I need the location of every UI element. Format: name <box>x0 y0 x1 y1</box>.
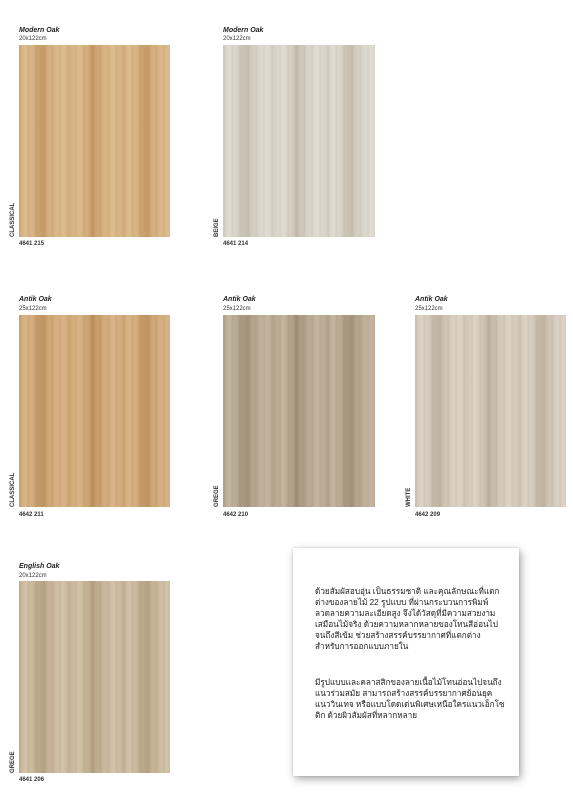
sample-name: Modern Oak <box>223 27 264 34</box>
sample-name: English Oak <box>19 563 60 570</box>
product-code: 4641 215 <box>19 241 45 247</box>
sample-size: 25x122cm <box>415 306 443 312</box>
sample-name: Modern Oak <box>19 27 60 34</box>
description-paragraph-2: มีรูปแบบและคลาสสิกของลายเนื้อไม้โทนอ่อนไปจนถึงแนวร่วมสมัย สามารถสร้างสรรค์บรรยากาศย้อนยุคแนววินเทจ หรือแบบโดดเด่นพิเศษเหนือใครแนวเอ็กโซติก ด้วยผิวสัมผัสที่หลากหลาย <box>315 678 505 720</box>
sample-size: 20x122cm <box>19 573 47 579</box>
sample-size: 25x122cm <box>19 306 47 312</box>
product-code: 4642 209 <box>415 512 441 518</box>
tone-label: CLASSICAL <box>10 472 16 507</box>
sample-size: 20x122cm <box>19 36 47 42</box>
tone-label: GREGE <box>214 485 220 507</box>
tone-label: CLASSICAL <box>10 202 16 237</box>
wood-swatch <box>223 45 375 237</box>
product-code: 4642 210 <box>223 512 249 518</box>
sample-name: Antik Oak <box>415 296 448 303</box>
tone-label: WHITE <box>406 487 412 507</box>
product-code: 4641 206 <box>19 777 45 783</box>
wood-swatch <box>415 315 566 507</box>
description-box <box>293 548 519 776</box>
sample-name: Antik Oak <box>223 296 256 303</box>
product-code: 4641 214 <box>223 241 249 247</box>
sample-size: 25x122cm <box>223 306 251 312</box>
wood-swatch <box>19 315 170 507</box>
tone-label: BEIGE <box>214 218 220 237</box>
sample-size: 20x122cm <box>223 36 251 42</box>
sample-name: Antik Oak <box>19 296 52 303</box>
wood-swatch <box>223 315 375 507</box>
tone-label: GREGE <box>10 751 16 773</box>
product-code: 4642 211 <box>19 512 44 518</box>
description-paragraph-1: ด้วยสัมผัสอบอุ่น เป็นธรรมชาติ และคุณลักษณะที่แตกต่างของลายไม้ 22 รูปแบบ ที่ผ่านกระบวนการพิมพ์ลวดลายความละเอียดสูง จึงได้วัสดุที่มีความสวยงามเสมือนไม้จริง ด้วยความหลากหลายของโทนสีอ่อนไปจนถึงสีเข้ม ช่วยสร้างสรรค์บรรยากาศที่แตกต่างสำหรับการออกแบบภายใน <box>315 587 500 651</box>
wood-swatch <box>19 45 170 237</box>
wood-swatch <box>19 581 170 773</box>
